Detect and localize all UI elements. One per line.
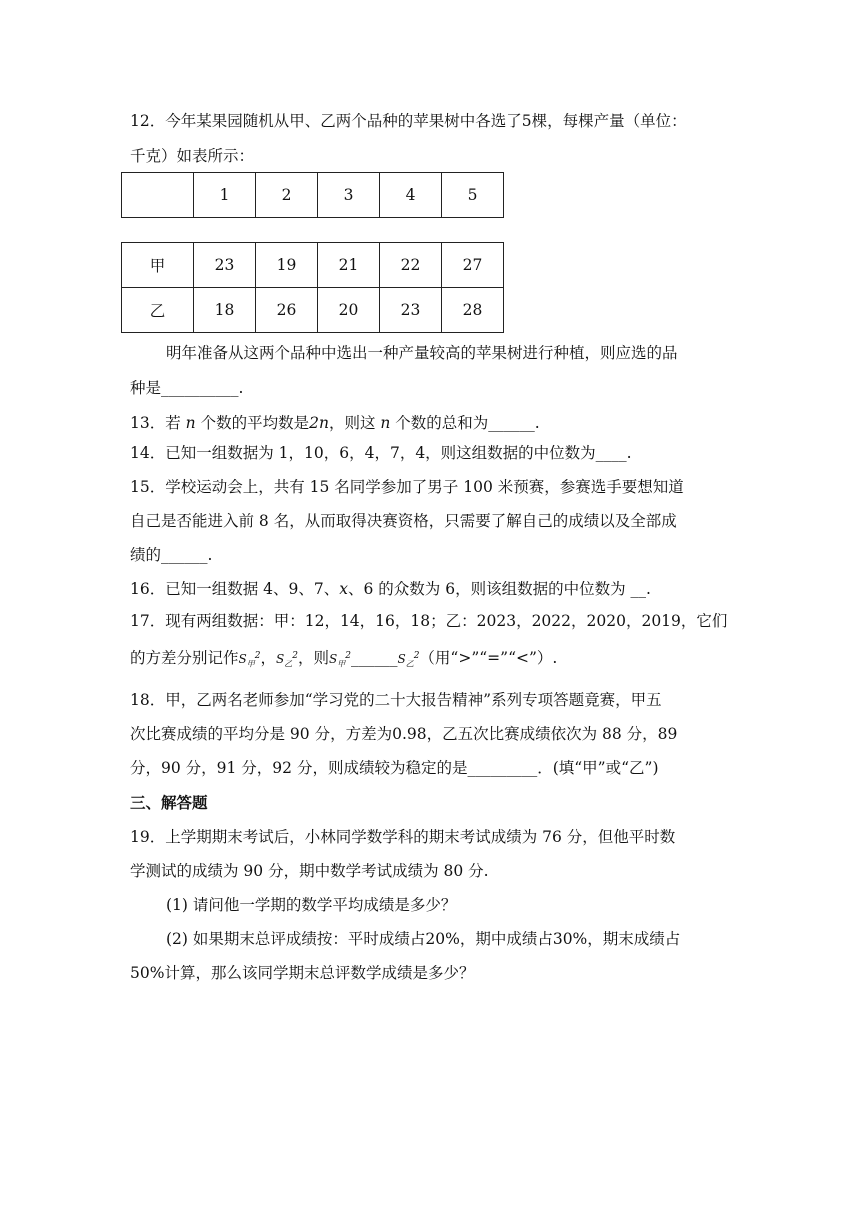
q19-sub2: (2) 如果期末总评成绩按：平时成绩占20%，期中成绩占30%，期末成绩占	[166, 930, 681, 948]
q12-line2: 千克）如表所示：	[130, 147, 255, 165]
section-heading: 三、解答题	[130, 794, 208, 812]
table-cell: 28	[442, 288, 504, 333]
q19-line2: 学测试的成绩为 90 分，期中数学考试成绩为 80 分.	[130, 862, 489, 880]
q17-sep: ，	[260, 649, 276, 667]
q16-post: 、6 的众数为 6，则该组数据的中位数为 __.	[348, 580, 651, 598]
table-cell: 1	[194, 173, 256, 218]
variance-yi-2: $S_乙^2$	[397, 651, 420, 669]
q15-line3: 绩的______.	[130, 546, 213, 564]
q16-x: x	[339, 580, 348, 598]
table-cell: 19	[256, 243, 318, 288]
q17-pre: 的方差分别记作	[130, 649, 239, 667]
table-cell: 22	[380, 243, 442, 288]
table-row	[122, 173, 504, 218]
table-row	[122, 288, 504, 333]
table-cell: 18	[194, 288, 256, 333]
yield-data-table	[121, 242, 504, 333]
variance-jia-2: $S_甲^2$	[328, 651, 351, 669]
yield-header-table	[121, 172, 504, 218]
q19-sub2b: 50%计算，那么该同学期末总评数学成绩是多少？	[130, 964, 475, 982]
table-cell: 2	[256, 173, 318, 218]
q13-mid: 个数的平均数是	[195, 414, 310, 432]
table-cell: 20	[318, 288, 380, 333]
q13-mid2: ，则这	[328, 414, 381, 432]
q16-pre: 16．已知一组数据 4、9、7、	[130, 580, 340, 598]
table-cell: 5	[442, 173, 504, 218]
q15-line2: 自己是否能进入前 8 名，从而取得决赛资格，只需要了解自己的成绩以及全部成	[130, 512, 677, 530]
q18-line3: 分，90 分，91 分，92 分，则成绩较为稳定的是_________．(填“甲”或“乙”)	[130, 759, 659, 777]
q14-line: 14．已知一组数据为 1，10，6，4，7，4，则这组数据的中位数为____.	[130, 444, 632, 462]
table-cell: 27	[442, 243, 504, 288]
table-cell: 23	[194, 243, 256, 288]
q18-line1: 18．甲，乙两名老师参加“学习党的二十大报告精神”系列专项答题竟赛，甲五	[130, 691, 662, 709]
row-label-yi: 乙	[122, 288, 194, 333]
q16-line	[130, 578, 651, 600]
variance-yi: $S_乙^2$	[276, 651, 298, 669]
q17-line1: 17．现有两组数据：甲：12，14，16，18；乙：2023，2022，2020，2019，它们	[130, 612, 728, 630]
q17-blank: ______	[350, 649, 398, 667]
q17-ze: ，则	[297, 649, 329, 667]
table-cell: 26	[256, 288, 318, 333]
variance-jia: $S_甲^2$	[238, 651, 261, 669]
q19-line1: 19．上学期期末考试后，小林同学数学科的期末考试成绩为 76 分，但他平时数	[130, 828, 676, 846]
q17-post: （用“>”“=”“<”）.	[419, 649, 558, 667]
q17-line2	[130, 645, 557, 675]
table-cell	[122, 173, 194, 218]
table-cell: 23	[380, 288, 442, 333]
q13-n: n	[185, 414, 196, 432]
q18-line2: 次比赛成绩的平均分是 90 分，方差为0.98，乙五次比赛成绩依次为 88 分，89	[130, 725, 678, 743]
table-cell: 4	[380, 173, 442, 218]
q13-post: 个数的总和为______.	[390, 414, 540, 432]
q13-pre: 13．若	[130, 414, 186, 432]
q15-line1: 15．学校运动会上，共有 15 名同学参加了男子 100 米预赛，参赛选手要想知道	[130, 478, 684, 496]
q13-2n: 2n	[309, 414, 329, 432]
row-label-jia: 甲	[122, 243, 194, 288]
q19-sub1: (1) 请问他一学期的数学平均成绩是多少？	[166, 896, 457, 914]
q13-line	[130, 412, 540, 434]
table-cell: 3	[318, 173, 380, 218]
q13-n2: n	[380, 414, 391, 432]
q12-after2: 种是__________.	[130, 379, 244, 397]
q12-after1: 明年准备从这两个品种中选出一种产量较高的苹果树进行种植，则应选的品	[166, 344, 678, 362]
table-cell: 21	[318, 243, 380, 288]
table-row	[122, 243, 504, 288]
q12-line1: 12．今年某果园随机从甲、乙两个品种的苹果树中各选了5棵，每棵产量（单位：	[130, 112, 687, 130]
